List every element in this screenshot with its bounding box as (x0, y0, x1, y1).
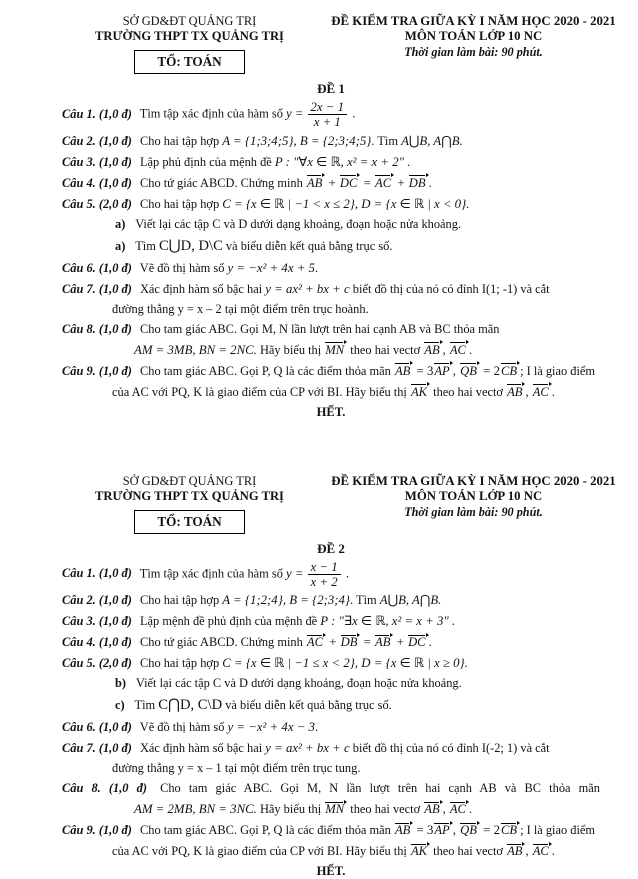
text: Cho hai tập hợp (139, 656, 223, 671)
vector-expression: QB (459, 362, 480, 378)
math-expression: y = (286, 566, 304, 581)
vector-expression: AB (394, 821, 413, 837)
math-expression: AM = 3MB, BN = 2NC. (134, 342, 257, 357)
question-line (62, 153, 600, 172)
text: ; I là giao điểm (520, 363, 596, 378)
question-line (62, 633, 600, 652)
math-expression: A = {1;3;4;5}, B = {2;3;4;5} (222, 133, 372, 148)
text: . Tìm (371, 133, 402, 148)
question-line (62, 591, 600, 610)
questions-de-2 (62, 560, 600, 862)
question-line (62, 612, 600, 631)
vector-expression: DC (407, 633, 429, 649)
question-label: Câu 8. (1,0 đ) (62, 321, 132, 336)
text: . (551, 384, 555, 399)
text: Xác định hàm số bậc hai (139, 741, 266, 756)
math-expression: y = −x² + 4x + 5 (227, 260, 315, 275)
text: Hãy biểu thị (256, 342, 325, 357)
question-line (115, 216, 600, 234)
question-line (115, 695, 600, 716)
math-expression: A⋃B, A⋂B. (379, 593, 442, 608)
sub-question-label: c) (115, 698, 125, 713)
text: Vẽ đồ thị hàm số (139, 720, 228, 735)
fraction-numerator: 2x − 1 (310, 100, 345, 114)
math-expression: AM = 2MB, BN = 3NC. (134, 802, 257, 817)
math-expression: A = {1;2;4}, B = {2;3;4} (222, 593, 351, 608)
text: Viết lại các tập C và D dưới dạng khoảng, đoạn hoặc nửa khoảng. (135, 676, 462, 691)
vector-expression: AC (374, 174, 394, 190)
exam-2-header-right (317, 474, 630, 520)
exam-de-2 (62, 474, 630, 879)
school-name: TRƯỜNG THPT TX QUẢNG TRỊ (95, 29, 284, 43)
question-line (62, 195, 600, 214)
text: . (428, 635, 432, 650)
question-label: Câu 4. (1,0 đ) (62, 635, 132, 650)
text: , (442, 342, 449, 357)
fraction-numerator: x − 1 (310, 559, 338, 574)
text: . (428, 175, 432, 190)
question-line (62, 132, 600, 151)
text: Lập mệnh đề phủ định của mệnh đề (139, 614, 321, 629)
vector-expression: AB (506, 383, 525, 399)
text: Cho tam giác ABC. Gọi M, N lần lượt trên hai cạnh AB và BC thỏa mãn (160, 781, 600, 796)
text: Lập phủ định của mệnh đề (139, 154, 275, 169)
variant-label-de-2: ĐỀ 2 (317, 540, 345, 556)
end-label-de-1: HẾT. (316, 404, 346, 419)
question-label: Câu 3. (1,0 đ) (62, 154, 132, 169)
text: Vẽ đồ thị hàm số (139, 260, 228, 275)
math-operator: . (349, 106, 356, 121)
exam-duration: Thời gian làm bài: 90 phút. (404, 45, 543, 59)
math-operator: = 3 (413, 363, 434, 378)
text: . (551, 844, 555, 859)
math-operator: = (360, 175, 375, 190)
question-label: Câu 9. (1,0 đ) (62, 823, 132, 838)
text: Tìm tập xác định của hàm số (139, 566, 286, 581)
text: Cho tam giác ABC. Gọi P, Q là các điểm thỏa mãn (139, 823, 394, 838)
text: Hãy biểu thị (256, 802, 325, 817)
math-operator: + (326, 635, 340, 650)
question-label: Câu 5. (2,0 đ) (62, 196, 132, 211)
question-continuation-line (134, 341, 600, 360)
text: theo hai vectơ (347, 802, 424, 817)
text: đường thẳng y = x – 1 tại một điểm trên trục tung. (112, 761, 361, 776)
question-line (115, 236, 600, 257)
question-line (62, 321, 600, 339)
vector-expression: MN (324, 800, 347, 816)
math-expression: y = (286, 106, 304, 121)
questions-de-1 (62, 100, 600, 402)
text: ; I là giao điểm (520, 823, 596, 838)
math-operator: = 3 (413, 823, 434, 838)
text: Cho tứ giác ABCD. Chứng minh (139, 635, 306, 650)
vector-expression: AK (410, 383, 430, 399)
math-operator: , (452, 823, 460, 838)
text: Tìm (135, 238, 159, 253)
vector-expression: AP (433, 821, 452, 837)
vector-expression: AB (423, 800, 442, 816)
exam-duration: Thời gian làm bài: 90 phút. (404, 504, 543, 519)
sub-question-label: a) (115, 238, 126, 253)
exam-2-header (62, 474, 630, 534)
text: Cho tam giác ABC. Gọi M, N lần lượt trên hai cạnh AB và BC thỏa mãn (139, 321, 500, 336)
question-continuation-line (134, 800, 600, 819)
math-expression: A⋃B, A⋂B. (401, 133, 463, 148)
math-expression: P : "∀x ∈ ℝ, x² = x + 2" . (274, 154, 411, 169)
text: . (468, 342, 473, 357)
text: và biểu diễn kết quả bằng trục số. (222, 698, 392, 713)
exam-1-header-left (62, 14, 317, 74)
text: Viết lại các tập C và D dưới dạng khoảng, đoạn hoặc nửa khoảng. (135, 216, 462, 231)
question-line (62, 280, 600, 299)
text: , (442, 802, 449, 817)
math-operator: = (360, 635, 375, 650)
text: biết đồ thị của nó có đỉnh I(1; -1) và cắt (349, 281, 550, 296)
question-line (62, 739, 600, 758)
vector-expression: CB (500, 362, 520, 378)
exam-subject: MÔN TOÁN LỚP 10 NC (404, 488, 543, 503)
exam-1-header (62, 14, 630, 74)
question-label: Câu 6. (1,0 đ) (62, 720, 132, 735)
variant-label-de-1: ĐỀ 1 (317, 81, 345, 96)
vector-expression: AB (374, 633, 393, 649)
math-expression: y = ax² + bx + c (265, 281, 350, 296)
vector-expression: DC (339, 174, 361, 190)
set-expression: C⋃D, D\C (158, 237, 223, 254)
exam-1-header-right (317, 14, 630, 60)
text: theo hai vectơ (430, 844, 507, 859)
exam-de-1 (62, 14, 630, 420)
vector-expression: AK (410, 842, 430, 858)
math-operator: + (394, 175, 408, 190)
vector-expression: DB (408, 174, 429, 190)
math-expression: y = ax² + bx + c (265, 741, 350, 756)
math-expression: P : "∃x ∈ ℝ, x² = x + 3" . (320, 614, 456, 629)
subject-group-box: TỔ: TOÁN (134, 50, 244, 74)
exam-title: ĐỀ KIỂM TRA GIỮA KỲ I NĂM HỌC 2020 - 2021 (331, 14, 616, 28)
vector-expression: AC (449, 341, 469, 357)
math-fraction (308, 560, 341, 590)
subject-group-box: TỔ: TOÁN (134, 510, 244, 534)
text: theo hai vectơ (430, 384, 507, 399)
exam-subject: MÔN TOÁN LỚP 10 NC (404, 29, 543, 43)
set-expression: C⋂D, C\D (158, 697, 223, 714)
math-expression: C = {x ∈ ℝ | −1 < x ≤ 2}, D = {x ∈ ℝ | x < 0}. (222, 196, 470, 211)
question-label: Câu 1. (1,0 đ) (62, 106, 132, 121)
question-line (62, 718, 600, 737)
question-label: Câu 2. (1,0 đ) (62, 133, 132, 148)
math-expression: y = −x² + 4x − 3 (227, 720, 315, 735)
department-name: SỞ GD&ĐT QUẢNG TRỊ (122, 14, 257, 28)
question-label: Câu 6. (1,0 đ) (62, 260, 132, 275)
text: đường thẳng y = x – 2 tại một điểm trên trục hoành. (112, 301, 369, 316)
question-line (62, 560, 600, 590)
question-label: Câu 3. (1,0 đ) (62, 614, 132, 629)
vector-expression: AB (394, 362, 413, 378)
school-name: TRƯỜNG THPT TX QUẢNG TRỊ (95, 488, 284, 503)
text: . (468, 802, 473, 817)
text: , (525, 384, 532, 399)
sub-question-label: a) (115, 216, 126, 231)
vector-expression: DB (340, 633, 361, 649)
text: , (525, 844, 532, 859)
question-line (62, 174, 600, 193)
vector-expression: AC (449, 800, 469, 816)
vector-expression: QB (459, 821, 480, 837)
math-fraction (308, 100, 348, 130)
question-line (62, 259, 600, 278)
vector-expression: AB (423, 341, 442, 357)
vector-expression: MN (324, 341, 347, 357)
vector-expression: AC (532, 842, 552, 858)
text: . (314, 260, 319, 275)
text: và biểu diễn kết quả bằng trục số. (222, 238, 393, 253)
question-label: Câu 1. (1,0 đ) (62, 566, 132, 581)
question-label: Câu 2. (1,0 đ) (62, 593, 132, 608)
math-operator: . (342, 566, 350, 581)
question-label: Câu 5. (2,0 đ) (62, 656, 132, 671)
question-label: Câu 8. (1,0 đ) (62, 781, 147, 796)
math-operator: = 2 (479, 363, 500, 378)
question-label: Câu 9. (1,0 đ) (62, 363, 132, 378)
text: của AC với PQ, K là giao điểm của CP với BI. Hãy biểu thị (112, 844, 410, 859)
end-label-de-2: HẾT. (316, 864, 346, 879)
text: của AC với PQ, K là giao điểm của CP với BI. Hãy biểu thị (112, 384, 410, 399)
vector-expression: CB (500, 821, 520, 837)
question-label: Câu 7. (1,0 đ) (62, 281, 132, 296)
fraction-denominator: x + 1 (308, 114, 348, 129)
question-line (62, 780, 600, 798)
vector-expression: AC (532, 383, 552, 399)
text: . (314, 720, 319, 735)
exam-2-header-left (62, 474, 317, 534)
text: Cho hai tập hợp (139, 133, 223, 148)
question-line (62, 654, 600, 673)
text: Cho hai tập hợp (139, 196, 223, 211)
question-label: Câu 4. (1,0 đ) (62, 175, 132, 190)
question-label: Câu 7. (1,0 đ) (62, 741, 132, 756)
fraction-denominator: x + 2 (308, 574, 341, 589)
vector-expression: AP (433, 362, 452, 378)
math-operator: , (452, 363, 460, 378)
question-continuation-line (112, 842, 600, 861)
text: Xác định hàm số bậc hai (139, 281, 266, 296)
math-expression: C = {x ∈ ℝ | −1 ≤ x < 2}, D = {x ∈ ℝ | x ≥ 0}. (222, 656, 468, 671)
math-operator: + (325, 175, 339, 190)
exam-title: ĐỀ KIỂM TRA GIỮA KỲ I NĂM HỌC 2020 - 2021 (331, 473, 616, 488)
vector-expression: AB (506, 842, 525, 858)
text: . Tìm (350, 593, 380, 608)
text: Cho tam giác ABC. Gọi P, Q là các điểm thỏa mãn (139, 363, 394, 378)
question-continuation-line (112, 301, 600, 319)
text: Cho hai tập hợp (139, 593, 223, 608)
question-continuation-line (112, 760, 600, 778)
vector-expression: AC (306, 633, 326, 649)
question-line (115, 675, 600, 693)
vector-expression: AB (306, 174, 325, 190)
question-line (62, 362, 600, 381)
text: biết đồ thị của nó có đỉnh I(-2; 1) và cắt (349, 741, 550, 756)
department-name: SỞ GD&ĐT QUẢNG TRỊ (122, 473, 257, 488)
question-line (62, 100, 600, 130)
sub-question-label: b) (115, 676, 127, 691)
text: theo hai vectơ (347, 342, 424, 357)
question-continuation-line (112, 383, 600, 402)
text: Tìm tập xác định của hàm số (139, 106, 286, 121)
question-line (62, 821, 600, 840)
text: Tìm (134, 698, 159, 713)
text: Cho tứ giác ABCD. Chứng minh (139, 175, 306, 190)
math-operator: + (393, 635, 408, 650)
math-operator: = 2 (479, 823, 500, 838)
